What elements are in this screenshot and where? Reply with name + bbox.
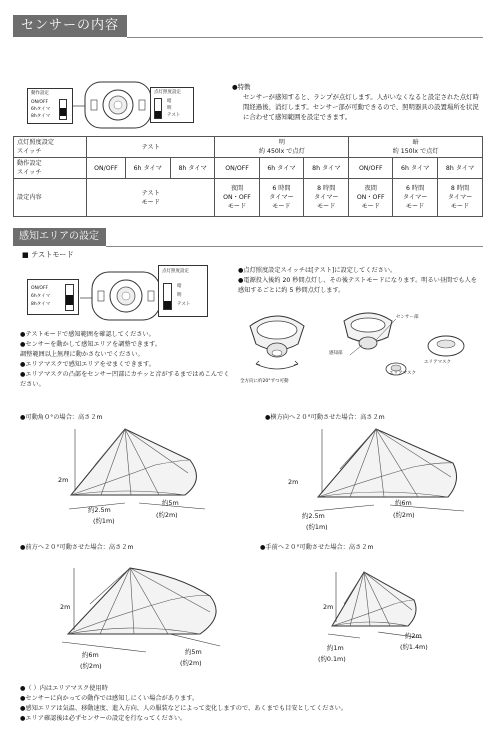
- left-switch-item: ON/OFF: [31, 100, 49, 105]
- right-switch-item: 明: [177, 293, 182, 298]
- left-switch-item: 6hタイマ: [31, 294, 51, 299]
- table-cell: テスト: [87, 137, 215, 158]
- area-mask-illustration: [424, 332, 468, 360]
- table-cell: 6 時間 タイマー モード: [393, 179, 438, 217]
- note: ●（ ）内はエリアマスク使用時: [20, 685, 108, 692]
- distance-label: (約2m): [180, 659, 202, 667]
- note: ●エリア確認後は必ずセンサーの設定を行なってください。: [20, 715, 187, 722]
- area-mask-label-2: エリアマスク: [424, 360, 451, 365]
- table-cell: 夜間 ON・OFF モード: [215, 179, 259, 217]
- table-cell: 夜間 ON・OFF モード: [349, 179, 393, 217]
- distance-label: 約5m: [162, 499, 179, 507]
- note: ●センサーに向かっての動作では感知しにくい場合があります。: [20, 695, 199, 702]
- title-divider: [127, 37, 483, 38]
- table-cell: 6h タイマ: [393, 158, 438, 179]
- table-cell: 8h タイマ: [438, 158, 483, 179]
- sensor-rotate-illustration: [244, 308, 310, 374]
- table-cell: 8 時間 タイマー モード: [304, 179, 349, 217]
- left-switch-item: 6hタイマ: [31, 107, 51, 112]
- table-cell: 明 約 450lx で点灯: [215, 137, 349, 158]
- distance-label: (約2m): [80, 662, 102, 670]
- sensing-area-diagram: [50, 556, 240, 656]
- right-switch-box-2: [158, 265, 208, 317]
- left-switch-box: [27, 88, 73, 124]
- distance-label: 約2.5m: [302, 512, 325, 520]
- left-switch-item: 8hタイマ: [31, 114, 51, 119]
- left-switch-slider: [65, 284, 74, 311]
- height-label: 2m: [288, 478, 299, 486]
- distance-label: 約2m: [405, 632, 422, 640]
- left-bullet: ●テストモードで感知範囲を確認してください。: [20, 331, 155, 338]
- distance-label: 約1m: [327, 644, 344, 652]
- right-switch-item: 暗: [177, 284, 182, 289]
- sensor-part-label: センサー部: [396, 315, 419, 320]
- left-switch-title: 動作設定: [31, 91, 49, 96]
- height-label: 2m: [58, 476, 69, 484]
- table-cell: ON/OFF: [349, 158, 393, 179]
- section-title: 感知エリアの設定: [13, 228, 106, 246]
- left-bullet: ●エリアマスクで感知エリアをせまくできます。: [20, 361, 155, 368]
- features-heading: ●特徴: [232, 83, 251, 91]
- left-switch-slider: [59, 99, 67, 120]
- area-mask-label: エリアマスク: [389, 371, 416, 376]
- table-cell: 6 時間 タイマー モード: [259, 179, 304, 217]
- test-mode-heading: ■ テストモード: [22, 250, 74, 259]
- distance-label: (約2m): [393, 511, 415, 519]
- distance-label: (約2m): [156, 511, 178, 519]
- distance-label: (約1m): [93, 517, 115, 525]
- diagram-title: ●可動角０°の場合：高さ２m: [20, 414, 103, 421]
- table-cell: ON/OFF: [87, 158, 126, 179]
- distance-label: 約5m: [185, 648, 202, 656]
- right-bullet: ●電源投入後約 20 秒間点灯し、その後テストモードになります。明るい昼間でも人を感知するごとに約 5 秒間点灯します。: [238, 277, 477, 294]
- sensing-part-label: 感知部: [329, 351, 343, 356]
- right-switch-slider: [154, 98, 162, 119]
- note: ●感知エリアは気温、移動速度、進入方向、人の服装などによって変化しますので、あくまでも目安としてください。: [20, 705, 348, 712]
- height-label: 2m: [323, 603, 334, 611]
- page-title: センサーの内容: [13, 15, 127, 37]
- left-bullet: ●センサーを動かして感知エリアを調整できます。 調整範囲以上無理に動かさないでください。: [20, 341, 162, 358]
- distance-label: 約6m: [82, 651, 99, 659]
- distance-label: (約1.4m): [400, 643, 428, 651]
- table-cell: 8 時間 タイマー モード: [438, 179, 483, 217]
- left-bullet: ●エリアマスクの凸部をセンサー凹部にカチッと音がするまではめこんでください。: [20, 371, 230, 388]
- table-cell: 8h タイマ: [170, 158, 215, 179]
- table-row-label: 点灯照度設定 スイッチ: [14, 137, 87, 158]
- right-switch-item: テスト: [167, 113, 181, 118]
- table-row-label: 設定内容: [14, 179, 87, 217]
- right-switch-item: テスト: [177, 302, 191, 307]
- table-cell: 6h タイマ: [259, 158, 304, 179]
- spec-table: [13, 136, 483, 217]
- diagram-title: ●前方へ２０°可動させた場合：高さ２m: [20, 544, 134, 551]
- sensing-area-diagram: [55, 425, 235, 525]
- left-switch-item: ON/OFF: [31, 286, 49, 291]
- table-cell: 8h タイマ: [304, 158, 349, 179]
- table-cell: ON/OFF: [215, 158, 259, 179]
- section-divider: [106, 246, 483, 247]
- right-switch-item: 暗: [167, 99, 172, 104]
- right-switch-item: 明: [167, 106, 172, 111]
- right-switch-title: 点灯照度設定: [162, 269, 189, 274]
- right-switch-slider: [163, 283, 172, 310]
- sensing-area-diagram: [298, 425, 478, 525]
- diagram-title: ●手前へ２０°可動させた場合：高さ２m: [260, 544, 374, 551]
- left-switch-item: 8hタイマ: [31, 302, 51, 307]
- table-cell: 6h タイマ: [125, 158, 170, 179]
- distance-label: 約6m: [395, 499, 412, 507]
- table-cell: テスト モード: [87, 179, 215, 217]
- right-switch-box: [150, 87, 194, 123]
- table-row-label: 動作設定 スイッチ: [14, 158, 87, 179]
- features-body: センサーが感知すると、ランプが点灯します。人がいなくなると設定された点灯時間経過後、消灯します。センサー部が可動できるので、照明器具の設置場所を状況に合わせて感知範囲を設定できます。: [243, 93, 479, 121]
- height-label: 2m: [60, 603, 71, 611]
- table-cell: 暗 約 150lx で点灯: [349, 137, 483, 158]
- diagram-title: ●横方向へ２０°可動させた場合：高さ２m: [265, 414, 385, 421]
- right-bullet: ●点灯照度設定スイッチは[テスト]に設定してください。: [238, 267, 397, 274]
- distance-label: 約2.5m: [88, 506, 111, 514]
- rotate-caption: 全方向に約20°ずつ可動: [240, 379, 289, 384]
- left-switch-box-2: [27, 279, 79, 315]
- right-switch-title: 点灯照度設定: [154, 90, 181, 95]
- distance-label: (約1m): [306, 523, 328, 531]
- distance-label: (約0.1m): [318, 655, 346, 663]
